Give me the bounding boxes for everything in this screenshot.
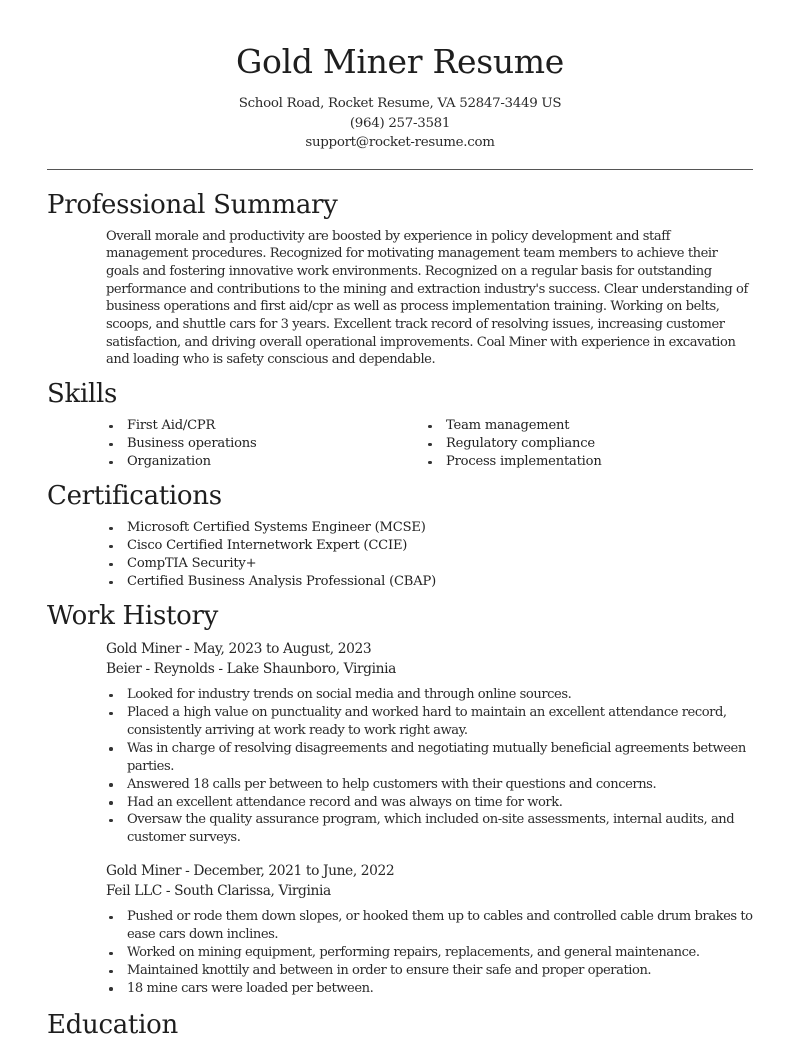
skills-column-right: [425, 417, 744, 471]
job-bullet: Looked for industry trends on social media and through online sources.: [106, 686, 753, 704]
certification-item: Certified Business Analysis Professional (CBAP): [106, 573, 800, 591]
certifications-list: [0, 519, 800, 591]
certification-item: Microsoft Certified Systems Engineer (MCSE): [106, 519, 800, 537]
section-title-skills: Skills: [47, 379, 118, 410]
job-bullet: Maintained knottily and between in order to ensure their safe and proper operation.: [106, 962, 753, 980]
section-title-work-history: Work History: [47, 601, 219, 632]
job-bullet: Worked on mining equipment, performing repairs, replacements, and general maintenance.: [106, 944, 753, 962]
job-company-location: Beier - Reynolds - Lake Shaunboro, Virginia: [106, 661, 396, 678]
skill-item: Regulatory compliance: [425, 435, 744, 453]
certifications-section: [0, 479, 800, 591]
resume-title: Gold Miner Resume: [235, 42, 565, 81]
skill-item: Organization: [106, 453, 425, 471]
summary-text: Overall morale and productivity are boosted by experience in policy development and staff management procedures. Recognized for motivating management team members to achieve their goals and fostering innovative work environments. Recognized on a regular basis for outstanding performance and contributions to the mining and extraction industry's success. Clear understanding of business operations and first aid/cpr as well as process implementation training. Working on belts, scoops, and shuttle cars for 3 years. Excellent track record of resolving issues, increasing customer satisfaction, and driving overall operational improvements. Coal Miner with experience in excavation and loading who is safety conscious and dependable.: [106, 228, 748, 368]
job-entry: [0, 861, 800, 998]
job-bullet: Oversaw the quality assurance program, which included on-site assessments, internal audits, and customer surveys.: [106, 811, 753, 847]
job-bullets: [106, 686, 753, 847]
job-bullet: 18 mine cars were loaded per between.: [106, 980, 753, 998]
skills-column-left: [106, 417, 425, 471]
resume-header: [0, 0, 800, 153]
section-title-summary: Professional Summary: [47, 189, 338, 220]
skill-item: Process implementation: [425, 453, 744, 471]
job-bullet: Answered 18 calls per between to help customers with their questions and concerns.: [106, 776, 753, 794]
summary-section: [0, 188, 800, 370]
skills-section: [0, 377, 800, 471]
phone: (964) 257-3581: [349, 115, 451, 131]
job-bullet: Had an excellent attendance record and was always on time for work.: [106, 794, 753, 812]
section-title-certifications: Certifications: [47, 481, 222, 512]
certification-item: CompTIA Security+: [106, 555, 800, 573]
header-divider: [47, 169, 753, 170]
job-entry: [0, 639, 800, 847]
job-bullet: Was in charge of resolving disagreements and negotiating mutually beneficial agreements between parties.: [106, 740, 753, 776]
address: School Road, Rocket Resume, VA 52847-3449 US: [238, 96, 562, 111]
skill-item: Team management: [425, 417, 744, 435]
email: support@rocket-resume.com: [305, 135, 495, 150]
job-company-location: Feil LLC - South Clarissa, Virginia: [106, 883, 331, 900]
certification-item: Cisco Certified Internetwork Expert (CCIE): [106, 537, 800, 555]
skill-item: Business operations: [106, 435, 425, 453]
contact-info: [0, 94, 800, 153]
work-history-section: [0, 599, 800, 998]
job-bullet: Placed a high value on punctuality and worked hard to maintain an excellent attendance record, consistently arriving at work ready to work right away.: [106, 704, 753, 740]
job-bullets: [106, 908, 753, 998]
job-title-dates: Gold Miner - May, 2023 to August, 2023: [106, 641, 372, 658]
skill-item: First Aid/CPR: [106, 417, 425, 435]
skills-list: [0, 417, 800, 471]
section-title-education: Education: [47, 1009, 178, 1040]
education-section: [0, 1008, 800, 1042]
job-bullet: Pushed or rode them down slopes, or hooked them up to cables and controlled cable drum brakes to ease cars down inclines.: [106, 908, 753, 944]
job-title-dates: Gold Miner - December, 2021 to June, 2022: [106, 863, 395, 880]
